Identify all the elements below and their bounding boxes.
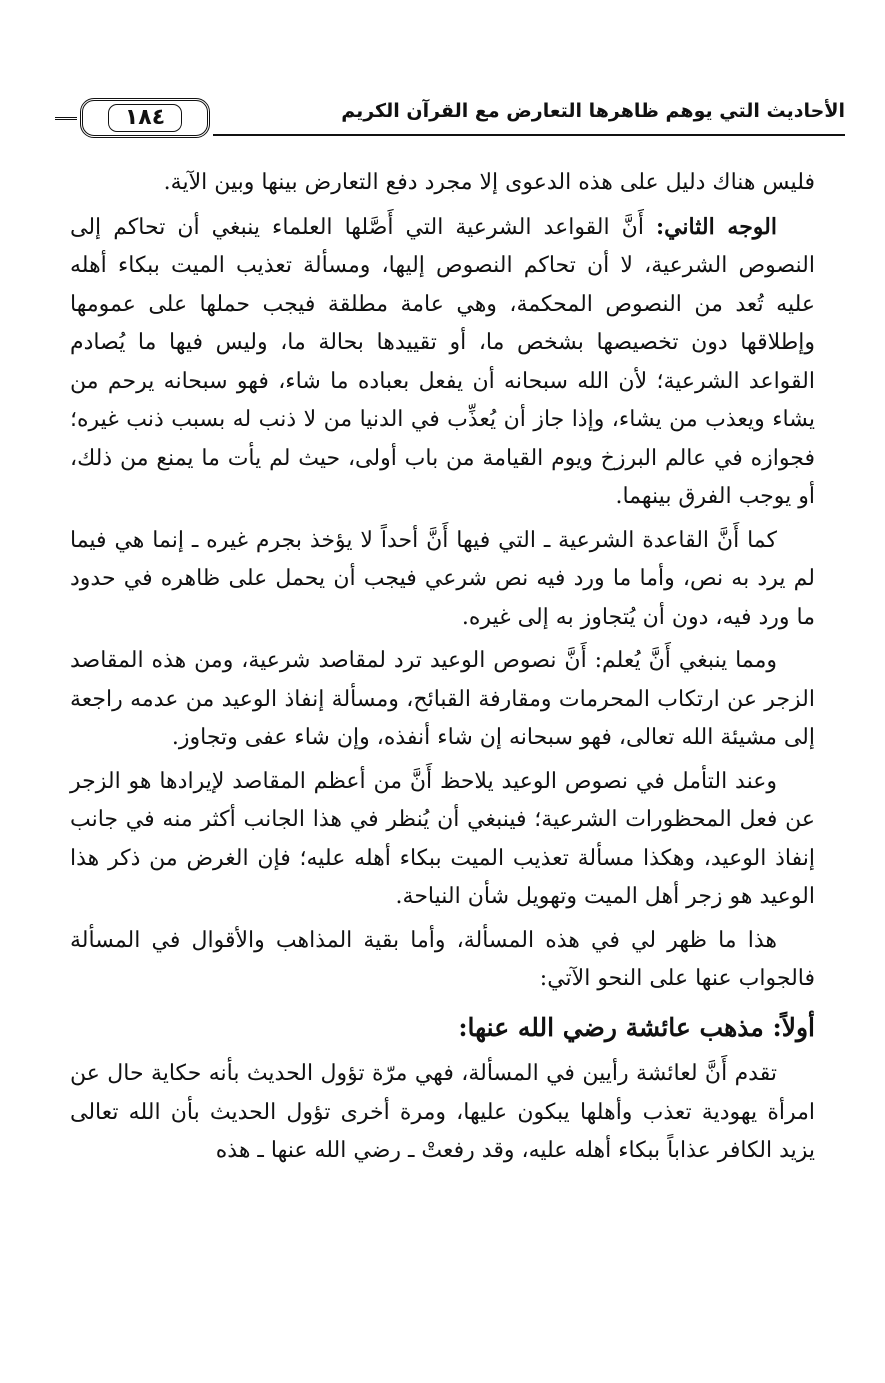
paragraph-3: [70, 522, 815, 638]
section-heading: أولاً: مذهب عائشة رضي الله عنها:: [458, 1012, 815, 1042]
paragraph-6-text: هذا ما ظهر لي في هذه المسألة، وأما بقية المذاهب والأقوال في المسألة فالجواب عنها على النحو الآتي:: [70, 927, 815, 991]
running-header: [55, 98, 845, 148]
header-rule: [213, 134, 845, 136]
paragraph-7-text: تقدم أَنَّ لعائشة رأيين في المسألة، فهي مرّة تؤول الحديث بأنه حكاية حال عن امرأة يهودية تعذب وأهلها يبكون عليها، ومرة أخرى تؤول الحديث بأن الله تعالى يزيد الكافر عذاباً ببكاء أهله عليه، وقد رفعتْ ـ رضي الله عنها ـ هذه: [70, 1061, 815, 1163]
paragraph-1-text: فليس هناك دليل على هذه الدعوى إلا مجرد دفع التعارض بينها وبين الآية.: [163, 170, 815, 195]
page-body: [70, 164, 815, 1176]
paragraph-5: [70, 763, 815, 917]
paragraph-2: [70, 208, 815, 517]
running-title: الأحاديث التي يوهم ظاهرها التعارض مع القرآن الكريم: [341, 100, 845, 122]
page-number: ١٨٤: [108, 104, 182, 132]
paragraph-2-text: أَنَّ القواعد الشرعية التي أَصَّلها العلماء ينبغي أن تحاكم إلى النصوص الشرعية، لا أن تحاكم النصوص إليها، ومسألة تعذيب الميت ببكاء أهله عليه تُعد من النصوص المحكمة، وهي عامة مطلقة فيجب حملها على عمومها وإطلاقها دون تخصيصها بشخص ما، أو تقييدها بحالة ما، وليس فيها ما يُصادم القواعد الشرعية؛ لأن الله سبحانه أن يفعل بعباده ما شاء، فهو سبحانه يرحم من يشاء ويعذب من يشاء، وإذا جاز أن يُعذِّب في الدنيا من لا ذنب له بسبب ذنب غيره؛ فجوازه في عالم البرزخ ويوم القيامة من باب أولى، حيث لم يأت ما يمنع من ذلك، أو يوجب الفرق بينهما.: [70, 214, 816, 509]
paragraph-4: [70, 642, 815, 758]
paragraph-5-text: وعند التأمل في نصوص الوعيد يلاحظ أَنَّ من أعظم المقاصد لإيرادها هو الزجر عن فعل المحظورات الشرعية؛ فينبغي أن يُنظر في هذا الجانب أكثر منه في جانب إنفاذ الوعيد، وهكذا مسألة تعذيب الميت ببكاء أهله عليه؛ فإن الغرض من ذكر هذا الوعيد هو زجر أهل الميت وتهويل شأن النياحة.: [70, 768, 815, 909]
paragraph-6: [70, 922, 815, 999]
page-number-frame: [80, 98, 210, 138]
second-aspect-label: الوجه الثاني:: [655, 213, 777, 240]
paragraph-3-text: كما أَنَّ القاعدة الشرعية ـ التي فيها أَنَّ أحداً لا يؤخذ بجرم غيره ـ إنما هي فيما لم يرد به نص، وأما ما ورد فيه نص شرعي فيجب أن يحمل على ظاهره في حدود ما ورد فيه، دون أن يُتجاوز به إلى غيره.: [70, 527, 815, 630]
paragraph-1: [70, 164, 815, 203]
paragraph-4-text: ومما ينبغي أَنَّ يُعلم: أَنَّ نصوص الوعيد ترد لمقاصد شرعية، ومن هذه المقاصد الزجر عن ارتكاب المحرمات ومقارفة القبائح، ومسألة إنفاذ الوعيد من عدمه راجعة إلى مشيئة الله تعالى، فهو سبحانه إن شاء أنفذه، وإن شاء عفى وتجاوز.: [70, 648, 815, 750]
paragraph-7: [70, 1055, 815, 1171]
header-rule-left: [55, 117, 77, 120]
